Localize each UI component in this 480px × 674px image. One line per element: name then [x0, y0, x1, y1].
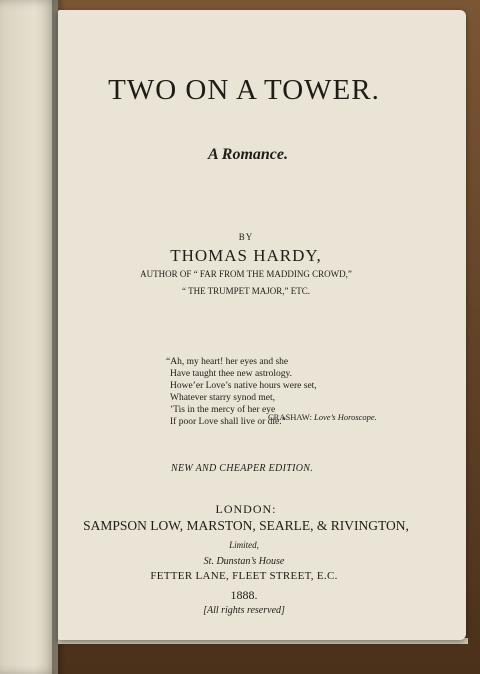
publisher-limited: Limited,	[229, 540, 259, 550]
publisher-house: St. Dunstan’s House	[203, 556, 285, 567]
epigraph-line: Whatever starry synod met,	[170, 393, 275, 403]
epigraph-attribution	[268, 412, 377, 422]
epigraph-line: Have taught thee new astrology.	[170, 369, 293, 379]
epigraph-line: ’Tis in the mercy of her eye	[170, 405, 276, 415]
publication-place: LONDON:	[215, 502, 277, 516]
book-subtitle: A Romance.	[207, 146, 288, 163]
rights-notice: [All rights reserved]	[203, 605, 285, 616]
author-of-line-1: AUTHOR OF “ FAR FROM THE MADDING CROWD,”	[140, 269, 352, 279]
epigraph-line: Howe’er Love’s native hours were set,	[170, 381, 317, 391]
epigraph-line: If poor Love shall live or die.”	[170, 417, 286, 427]
epigraph-line: “Ah, my heart! her eyes and she	[166, 357, 289, 367]
publisher-address: FETTER LANE, FLEET STREET, E.C.	[150, 570, 338, 582]
book-title: TWO ON A TOWER.	[108, 74, 380, 106]
edition-note: NEW AND CHEAPER EDITION.	[170, 463, 313, 474]
author-of-line-2: “ THE TRUMPET MAJOR,” ETC.	[181, 286, 310, 296]
publication-year: 1888.	[230, 588, 258, 602]
epigraph-author: CRASHAW:	[268, 412, 312, 422]
title-page	[58, 10, 466, 640]
by-line: BY	[238, 232, 254, 242]
author-name: THOMAS HARDY,	[170, 246, 322, 265]
publisher-name: SAMPSON LOW, MARSTON, SEARLE, & RIVINGTON,	[83, 518, 409, 533]
epigraph-work: Love’s Horoscope.	[314, 412, 377, 422]
